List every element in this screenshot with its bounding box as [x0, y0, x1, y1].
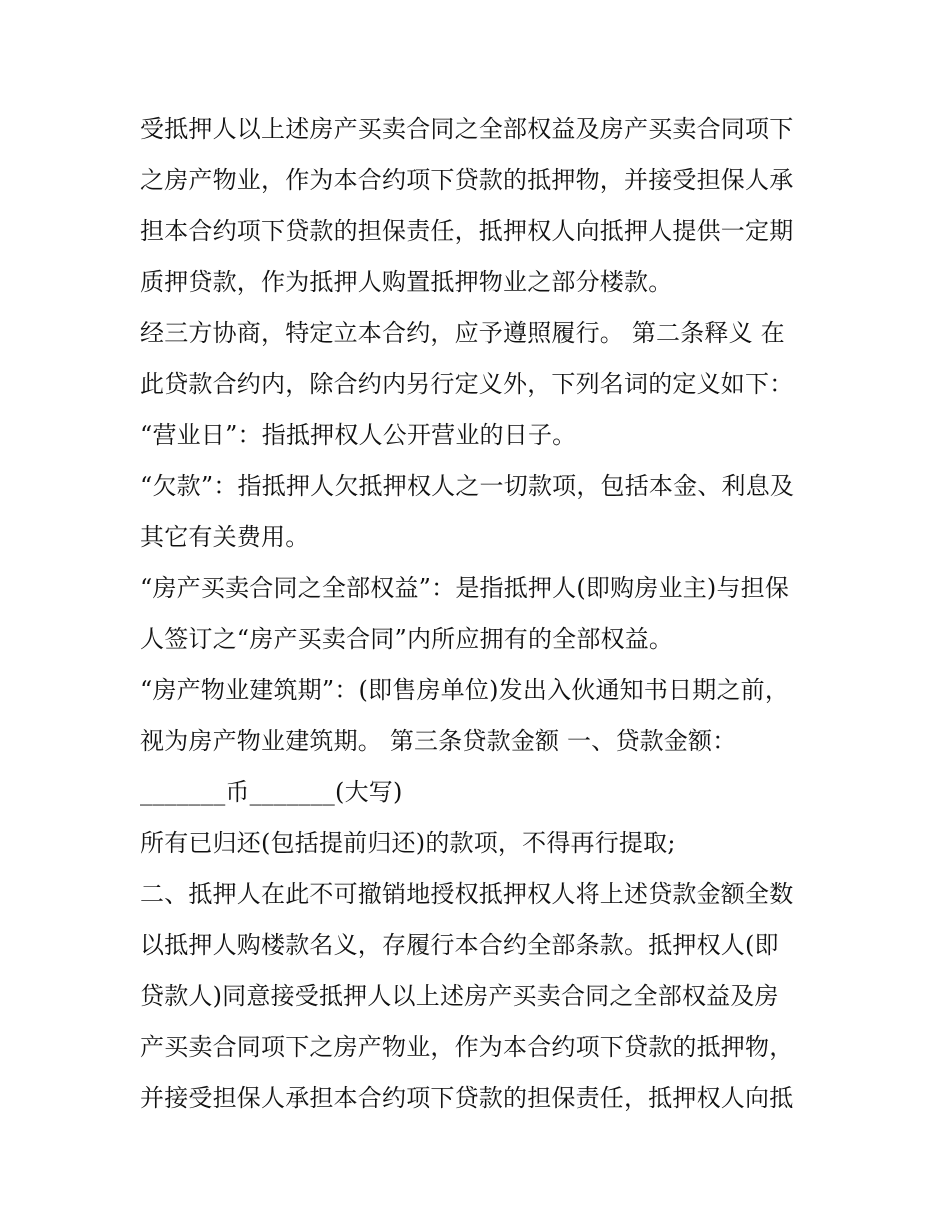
definition-line: “房产买卖合同之全部权益”：是指抵押人(即购房业主)与担保 [140, 574, 790, 602]
text-line: 经三方协商，特定立本合约，应予遵照履行。 第二条释义 在 [140, 319, 785, 347]
text-line: 质押贷款，作为抵押人购置抵押物业之部分楼款。 [140, 268, 673, 296]
text-line: 以抵押人购楼款名义，存履行本合约全部条款。抵押权人(即 [140, 931, 779, 959]
definition-line: “房产物业建筑期”：(即售房单位)发出入伙通知书日期之前， [140, 676, 790, 704]
text-line: 此贷款合约内，除合约内另行定义外，下列名词的定义如下： [140, 370, 794, 398]
text-line: 所有已归还(包括提前归还)的款项，不得再行提取; [140, 829, 676, 857]
text-line: 视为房产物业建筑期。 第三条贷款金额 一、贷款金额： [140, 727, 737, 755]
fill-in-amount-line: _______币_______(大写) [140, 778, 403, 806]
text-line: 产买卖合同项下之房产物业，作为本合约项下贷款的抵押物， [140, 1033, 794, 1061]
text-line: 受抵押人以上述房产买卖合同之全部权益及房产买卖合同项下 [140, 115, 794, 143]
text-line: 人签订之“房产买卖合同”内所应拥有的全部权益。 [140, 625, 674, 653]
text-line: 并接受担保人承担本合约项下贷款的担保责任，抵押权人向抵 [140, 1084, 794, 1112]
text-line: 之房产物业，作为本合约项下贷款的抵押物，并接受担保人承 [140, 166, 794, 194]
text-line: 其它有关费用。 [140, 523, 310, 551]
document-body [140, 104, 820, 1124]
text-line: 贷款人)同意接受抵押人以上述房产买卖合同之全部权益及房 [140, 982, 779, 1010]
text-line: 担本合约项下贷款的担保责任，抵押权人向抵押人提供一定期 [140, 217, 794, 245]
definition-line: “欠款”：指抵押人欠抵押权人之一切款项，包括本金、利息及 [140, 472, 795, 500]
text-line: 二、抵押人在此不可撤销地授权抵押权人将上述贷款金额全数 [140, 880, 794, 908]
definition-line: “营业日”：指抵押权人公开营业的日子。 [140, 421, 577, 449]
